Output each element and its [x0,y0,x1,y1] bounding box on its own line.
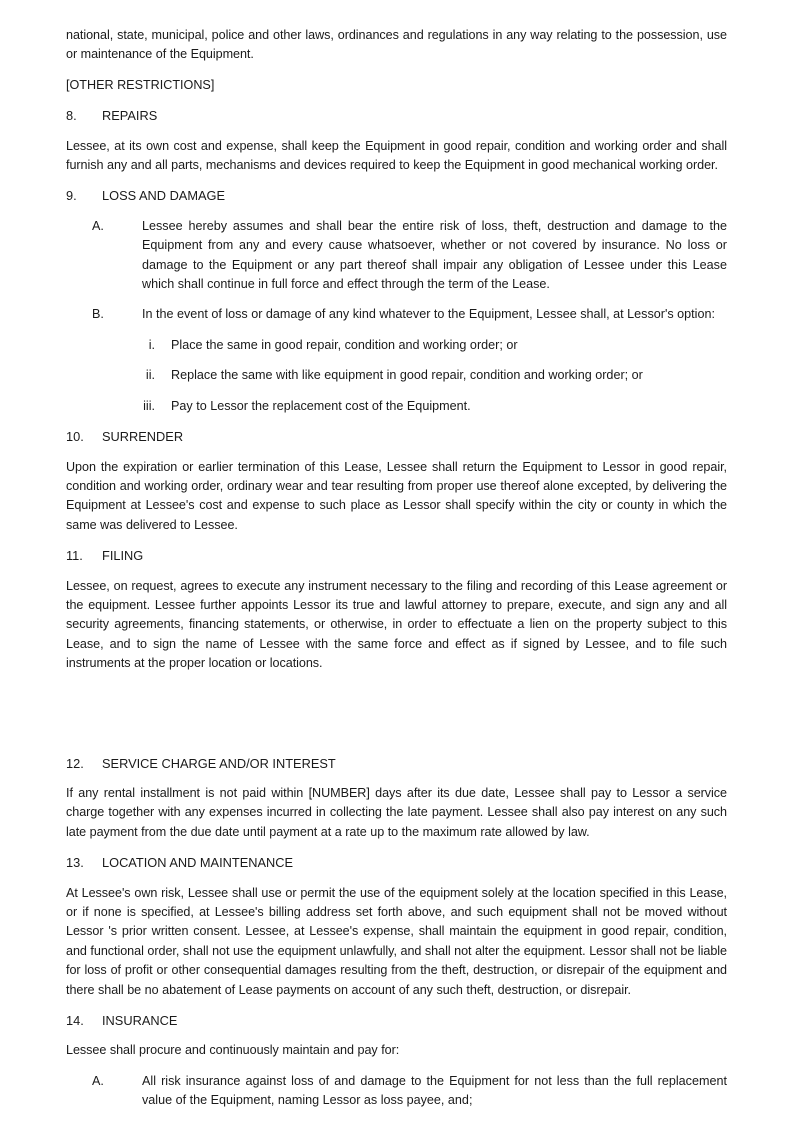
section-number-14: 14. [66,1013,84,1029]
item-marker: ii. [145,368,155,383]
item-marker: A. [92,1073,104,1088]
section-number-13: 13. [66,855,84,871]
section-number-8: 8. [66,108,77,124]
section-heading-14 [66,1011,727,1030]
section-title-9: LOSS AND DAMAGE [102,188,226,204]
section-number-11: 11. [66,548,83,564]
section-title-13: LOCATION AND MAINTENANCE [102,855,294,871]
section-14-item-a [92,1072,727,1111]
section-title-12: SERVICE CHARGE AND/OR INTEREST [102,755,336,771]
item-text: In the event of loss or damage of any kind whatever to the Equipment, Lessee shall, at Lessor's option: [142,307,715,322]
paragraph-spacer [66,685,727,754]
item-marker: B. [92,307,104,322]
section-9-sub-i [136,336,727,355]
section-heading-10 [66,427,727,446]
section-9-item-a [92,217,727,295]
section-number-12: 12. [66,755,84,771]
continued-paragraph: national, state, municipal, police and other laws, ordinances and regulations in any way relating to the possession, use or maintenance of the Equipment. [66,28,727,62]
item-text: Pay to Lessor the replacement cost of the Equipment. [171,398,471,413]
item-text: All risk insurance against loss of and damage to the Equipment for not less than the full replacement value of the Equipment, naming Lessor as loss payee, and; [142,1073,727,1108]
section-11-body: Lessee, on request, agrees to execute any instrument necessary to the filing and recording of this Lease agreement or the equipment. Lessee further appoints Lessor its true and lawful attorney to prepare, execute, and sign any and all security agreements, financing statements, or otherwise, in order to effectuate a lien on the property subject to this Lease, and to sign the name of Lessee with the same force and effect as if signed by Lessee, and to file such instruments at the proper location or locations. [66,578,727,671]
section-13-body: At Lessee's own risk, Lessee shall use or permit the use of the equipment solely at the location specified in this Lease, or if none is specified, at Lessee's billing address set forth above, and such equipment shall not be moved without Lessor 's prior written consent. Lessee, at Lessee's expense, shall maintain the equipment in good repair, condition, and functional order, shall not use the equipment unlawfully, and shall not alter the equipment. Lessor shall not be liable for loss of profit or other consequential damages resulting from the theft, destruction, or disrepair of the equipment and there shall be no abatement of Lease payments on account of any such theft, destruction, or disrepair. [66,885,727,997]
document-body [66,26,727,1111]
section-9-sub-iii [136,397,727,416]
section-8-body: Lessee, at its own cost and expense, shall keep the Equipment in good repair, condition and working order and shall furnish any and all parts, mechanisms and devices required to keep the Equipment in good mechanical working order. [66,138,727,173]
section-10-body: Upon the expiration or earlier termination of this Lease, Lessee shall return the Equipment to Lessor in good repair, condition and working order, ordinary wear and tear resulting from proper use thereof alone excepted, by delivering the Equipment at Lessee's cost and expense to such place as Lessor shall specify within the city or county in which the same was delivered to Lessee. [66,459,727,532]
section-12-body: If any rental installment is not paid within [NUMBER] days after its due date, Lessee shall pay to Lessor a service charge together with any expenses incurred in collecting the late payment. Lessee shall also pay interest on any such late payment from the due date until payment at a rate up to the maximum rate allowed by law. [66,785,727,839]
other-restrictions-placeholder: [OTHER RESTRICTIONS] [66,77,215,92]
item-text: Lessee hereby assumes and shall bear the entire risk of loss, theft, destruction and damage to the Equipment from any and every cause whatsoever, whether or not covered by insurance. No loss or damage to the Equipment or any part thereof shall impair any obligation of Lessee under this Lease which shall continue in full force and effect through the term of the Lease. [142,218,727,292]
section-heading-12 [66,754,727,773]
section-number-10: 10. [66,429,84,445]
item-marker: A. [92,218,104,233]
item-text: Replace the same with like equipment in good repair, condition and working order; or [171,368,643,383]
section-title-11: FILING [102,548,144,564]
item-marker: i. [148,337,155,352]
item-text: Place the same in good repair, condition and working order; or [171,337,518,352]
section-title-8: REPAIRS [102,108,158,124]
section-title-10: SURRENDER [102,429,184,445]
section-heading-9 [66,186,727,205]
section-9-sub-ii [136,366,727,385]
section-title-14: INSURANCE [102,1013,178,1029]
section-heading-11 [66,546,727,565]
section-9-item-b [92,305,727,324]
item-marker: iii. [143,398,155,413]
section-number-9: 9. [66,188,77,204]
section-heading-8 [66,106,727,125]
section-14-body: Lessee shall procure and continuously maintain and pay for: [66,1043,400,1058]
section-heading-13 [66,853,727,872]
